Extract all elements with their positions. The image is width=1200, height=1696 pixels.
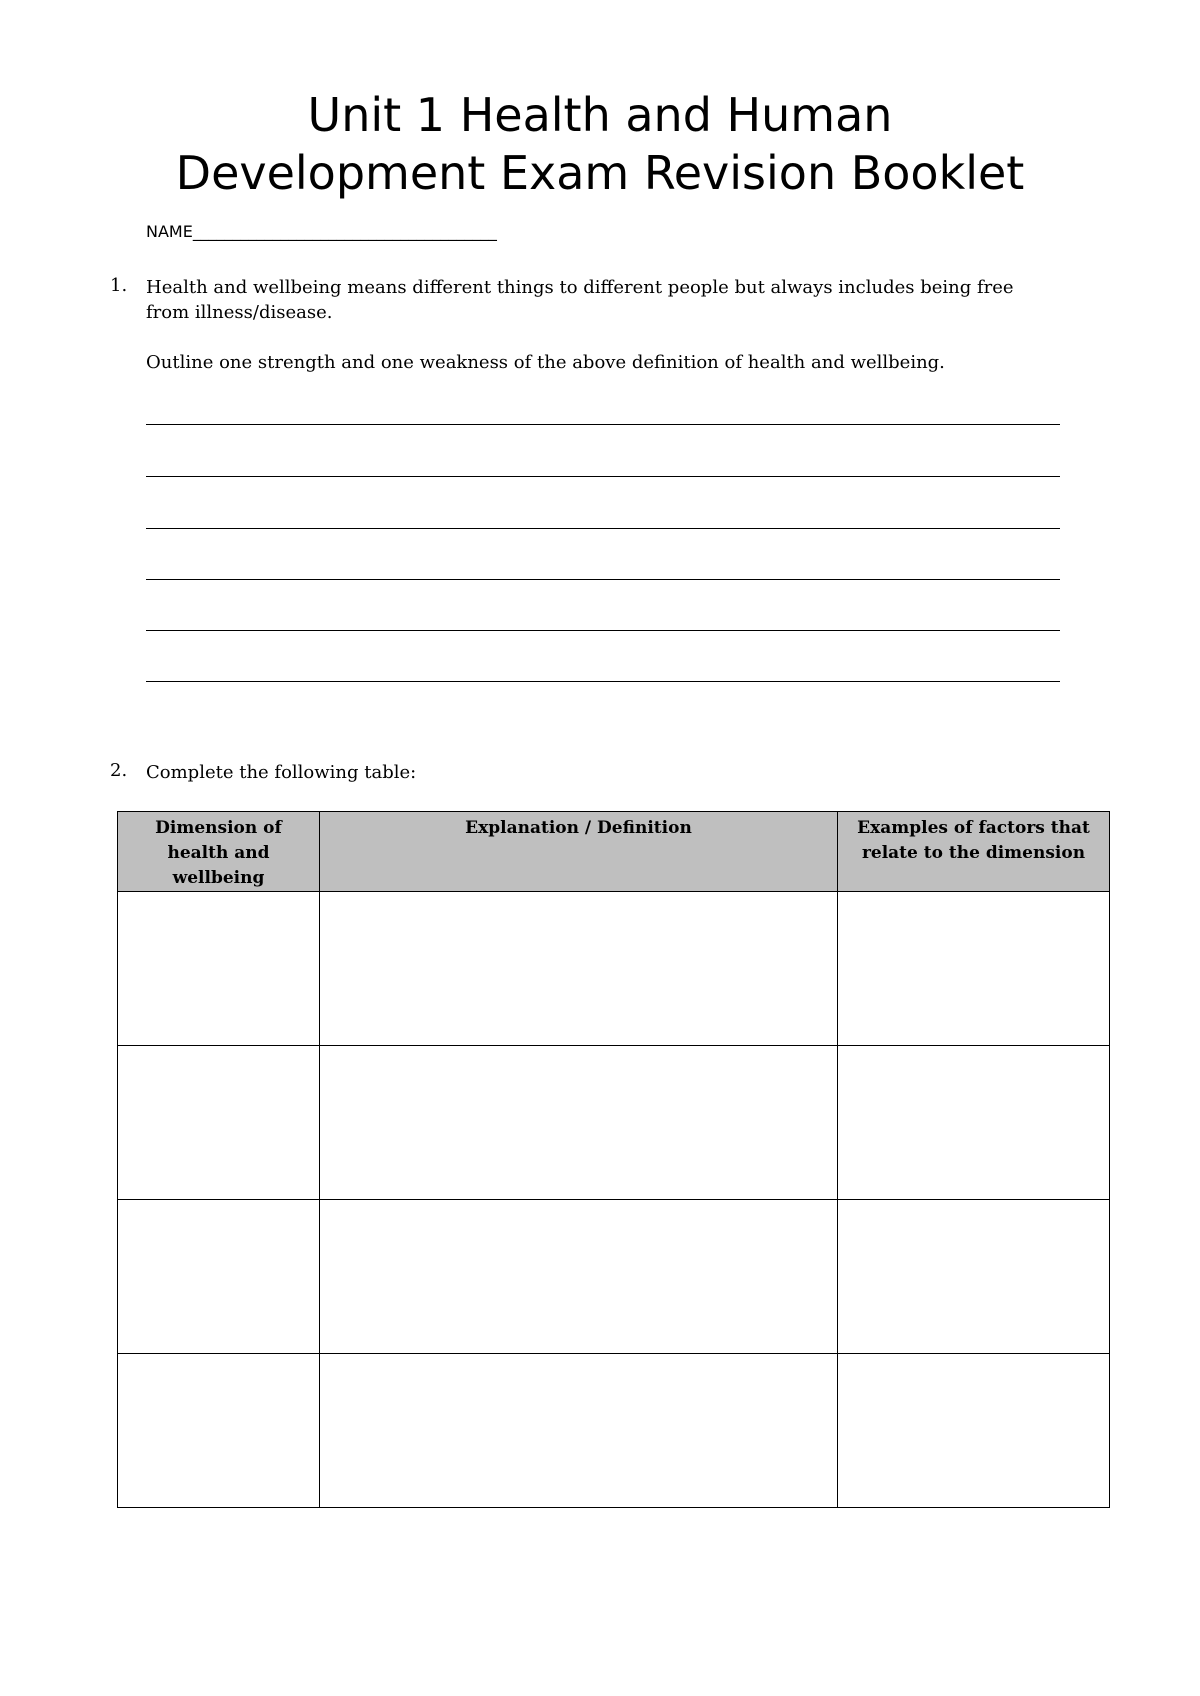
answer-line[interactable] (146, 681, 1060, 682)
examples-cell[interactable] (838, 892, 1110, 1046)
answer-line[interactable] (146, 424, 1060, 425)
table-row (118, 1046, 1110, 1200)
table-row (118, 892, 1110, 1046)
header-examples: Examples of factors that relate to the dimension (838, 812, 1110, 892)
dimension-cell[interactable] (118, 1354, 320, 1508)
examples-cell[interactable] (838, 1046, 1110, 1200)
document-title-line-2: Development Exam Revision Booklet (175, 146, 1025, 200)
dimensions-table (117, 811, 1110, 1508)
answer-line[interactable] (146, 476, 1060, 477)
answer-line[interactable] (146, 528, 1060, 529)
header-dimension: Dimension of health and wellbeing (118, 812, 320, 892)
table-row (118, 1200, 1110, 1354)
header-explanation: Explanation / Definition (320, 812, 838, 892)
dimension-cell[interactable] (118, 1046, 320, 1200)
question-2-text: Complete the following table: (146, 762, 417, 783)
question-1-instruction: Outline one strength and one weakness of the above definition of health and wellbeing. (146, 352, 945, 373)
table-header-row (118, 812, 1110, 892)
dimension-cell[interactable] (118, 1200, 320, 1354)
name-field-label[interactable]: NAME______________________________________ (146, 222, 497, 241)
dimension-cell[interactable] (118, 892, 320, 1046)
document-title-line-1: Unit 1 Health and Human (307, 88, 893, 142)
explanation-cell[interactable] (320, 892, 838, 1046)
examples-cell[interactable] (838, 1354, 1110, 1508)
explanation-cell[interactable] (320, 1354, 838, 1508)
explanation-cell[interactable] (320, 1200, 838, 1354)
answer-line[interactable] (146, 579, 1060, 580)
question-2-number: 2. (110, 760, 128, 781)
question-1-text: Health and wellbeing means different things to different people but always includes being free from illness/disease. (146, 277, 1014, 323)
examples-cell[interactable] (838, 1200, 1110, 1354)
question-1-number: 1. (110, 275, 128, 296)
document-title (0, 86, 1200, 202)
explanation-cell[interactable] (320, 1046, 838, 1200)
answer-line[interactable] (146, 630, 1060, 631)
table-row (118, 1354, 1110, 1508)
